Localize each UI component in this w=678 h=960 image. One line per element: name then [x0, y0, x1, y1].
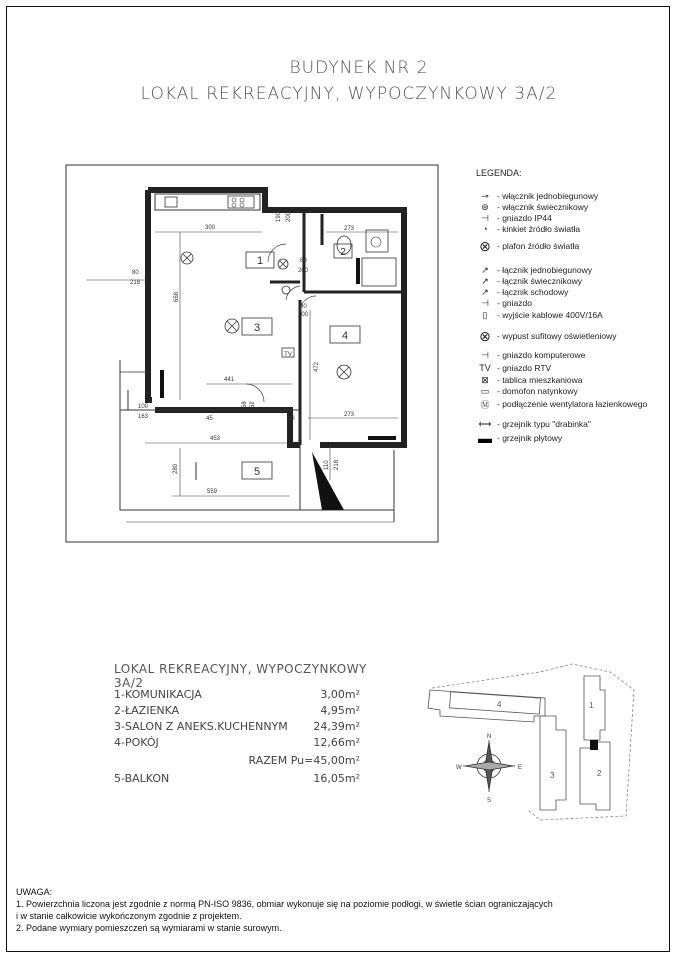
room-name: 3-SALON Z ANEKS.KUCHENNYM: [114, 720, 288, 733]
legend-label: - łącznik schodowy: [497, 287, 569, 297]
room-area: 24,39m²: [313, 720, 360, 733]
room-area: 4,95m²: [320, 704, 360, 717]
room-name: 4-POKÓJ: [114, 736, 159, 749]
legend-label: - łącznik świecznikowy: [497, 276, 583, 286]
notes-line: 1. Powierzchnia liczona jest zgodnie z normą PN-ISO 9836, obmiar wykonuje się na poziomie podłogi, w świetle ścian ograniczających: [16, 899, 553, 909]
dimension-text: 273: [344, 412, 355, 418]
dimension-text: 453: [210, 436, 221, 442]
room-name: 2-ŁAZIENKA: [114, 704, 180, 717]
legend-label: - grzejnik płytowy: [497, 433, 563, 443]
legend-label: - gniazdo IP44: [497, 213, 552, 223]
dimension-text: 218: [334, 459, 340, 470]
dimension-text: 472: [314, 361, 320, 372]
notes: [16, 886, 666, 934]
summary-title: LOKAL REKREACYJNY, WYPOCZYNKOWY 3A/2: [114, 662, 367, 690]
building-number: 1: [589, 701, 594, 710]
legend-label: - domofon natynkowy: [497, 386, 578, 396]
dimension-text: 273: [344, 226, 355, 232]
room-area: 3,00m²: [320, 688, 360, 701]
tv-socket-icon: TV: [479, 363, 491, 373]
legend-label: - gniazdo RTV: [497, 363, 552, 373]
summary-total: RAZEM Pu=45,00m²: [248, 754, 360, 767]
unit-title: LOKAL REKREACYJNY, WYPOCZYNKOWY 3A/2: [140, 84, 558, 104]
dimension-text: 218: [130, 280, 141, 286]
legend-title: LEGENDA:: [476, 168, 522, 178]
room-number: 4: [341, 330, 349, 342]
dimension-text: 80: [300, 304, 307, 310]
room-number: 2: [340, 247, 346, 258]
socket-ip44-icon: ⊣: [481, 212, 489, 223]
dimension-text: 300: [205, 225, 216, 231]
ladder-radiator-icon: ⟷: [478, 418, 492, 429]
computer-socket-icon: ⊣: [481, 349, 489, 360]
compass-s: S: [487, 798, 492, 804]
connector-chandelier-icon: ↗: [481, 275, 489, 286]
dimension-text: 18: [288, 416, 295, 422]
dimension-text: 163: [138, 414, 149, 420]
ceiling-lamp-icon: ⊗: [479, 237, 491, 254]
room-area: 12,66m²: [313, 736, 360, 749]
dimension-text: 280: [173, 463, 179, 474]
dimension-text: 190: [276, 211, 282, 222]
legend-label: - wyjście kablowe 400V/16A: [497, 310, 603, 320]
legend-label: - łącznik jednobiegunowy: [497, 265, 592, 275]
dimension-text: 58: [242, 401, 248, 408]
cable-outlet-icon: ▯: [482, 309, 488, 320]
legend-label: - plafon źródło światła: [497, 241, 580, 251]
room-number: 3: [253, 322, 261, 334]
notes-line: i w stanie całkowicie wykończonym zgodnie z projektem.: [16, 911, 242, 921]
notes-title: UWAGA:: [16, 887, 53, 897]
dimension-text: 52: [250, 401, 256, 408]
building-number: 3: [550, 771, 555, 780]
chandelier-switch-icon: ⊛: [481, 201, 489, 212]
legend-label: - gniazdo komputerowe: [497, 350, 586, 360]
room-number: 5: [253, 466, 261, 478]
room-name: 1-KOMUNIKACJA: [114, 688, 202, 701]
legend-label: - tablica mieszkaniowa: [497, 375, 583, 385]
room-number: 1: [256, 255, 264, 267]
dimension-text: 441: [224, 377, 235, 383]
ceiling-outlet-icon: ⊗: [479, 327, 491, 344]
building-number: 2: [597, 769, 602, 778]
compass-w: W: [456, 765, 462, 771]
legend-label: - podłączenie wentylatora łazienkowego: [497, 399, 648, 409]
compass-icon: [463, 740, 515, 792]
dimension-text: 200: [298, 312, 309, 318]
connector-single-icon: ↗: [481, 264, 489, 275]
dimension-text: 80: [132, 270, 139, 276]
wall-lamp-icon: ◔: [482, 224, 488, 234]
dimension-text: 200: [286, 211, 292, 222]
dimension-text: 559: [207, 489, 218, 495]
panel-icon: ⊠: [481, 374, 489, 385]
dimension-text: 80: [300, 258, 307, 264]
dimension-text: 100: [138, 404, 149, 410]
compass-n: N: [487, 734, 492, 740]
balcony-name: 5-BALKON: [114, 772, 170, 785]
building-title: BUDYNEK NR 2: [289, 58, 429, 78]
legend-label: - grzejnik typu "drabinka": [497, 419, 591, 429]
connector-stair-icon: ↗: [481, 286, 489, 297]
compass-e: E: [518, 765, 523, 771]
building-number: 4: [497, 700, 502, 709]
notes-line: 2. Podane wymiary pomieszczeń są wymiarami w stanie surowym.: [16, 923, 282, 933]
fan-icon: Ⓜ: [480, 399, 490, 410]
panel-radiator-icon: ▬: [478, 430, 492, 446]
tv-label: TV: [284, 352, 292, 358]
legend-label: - wypust sufitowy oświetleniowy: [497, 331, 617, 341]
dimension-text: 200: [298, 268, 309, 274]
legend-label: - gniazdo: [497, 298, 532, 308]
balcony-area: 16,05m²: [313, 772, 360, 785]
intercom-icon: ▭: [480, 385, 490, 396]
dimension-text: 658: [174, 291, 180, 302]
legend-label: - kinkiet źródło światła: [497, 224, 581, 234]
legend-label: - włącznik jednobiegunowy: [497, 191, 599, 201]
socket-icon: ⊣: [481, 297, 489, 308]
single-switch-icon: ⊸: [481, 190, 489, 201]
dimension-text: 45: [206, 416, 213, 422]
dimension-text: 110: [324, 460, 330, 470]
legend-label: - włącznik świecznikowy: [497, 202, 589, 212]
